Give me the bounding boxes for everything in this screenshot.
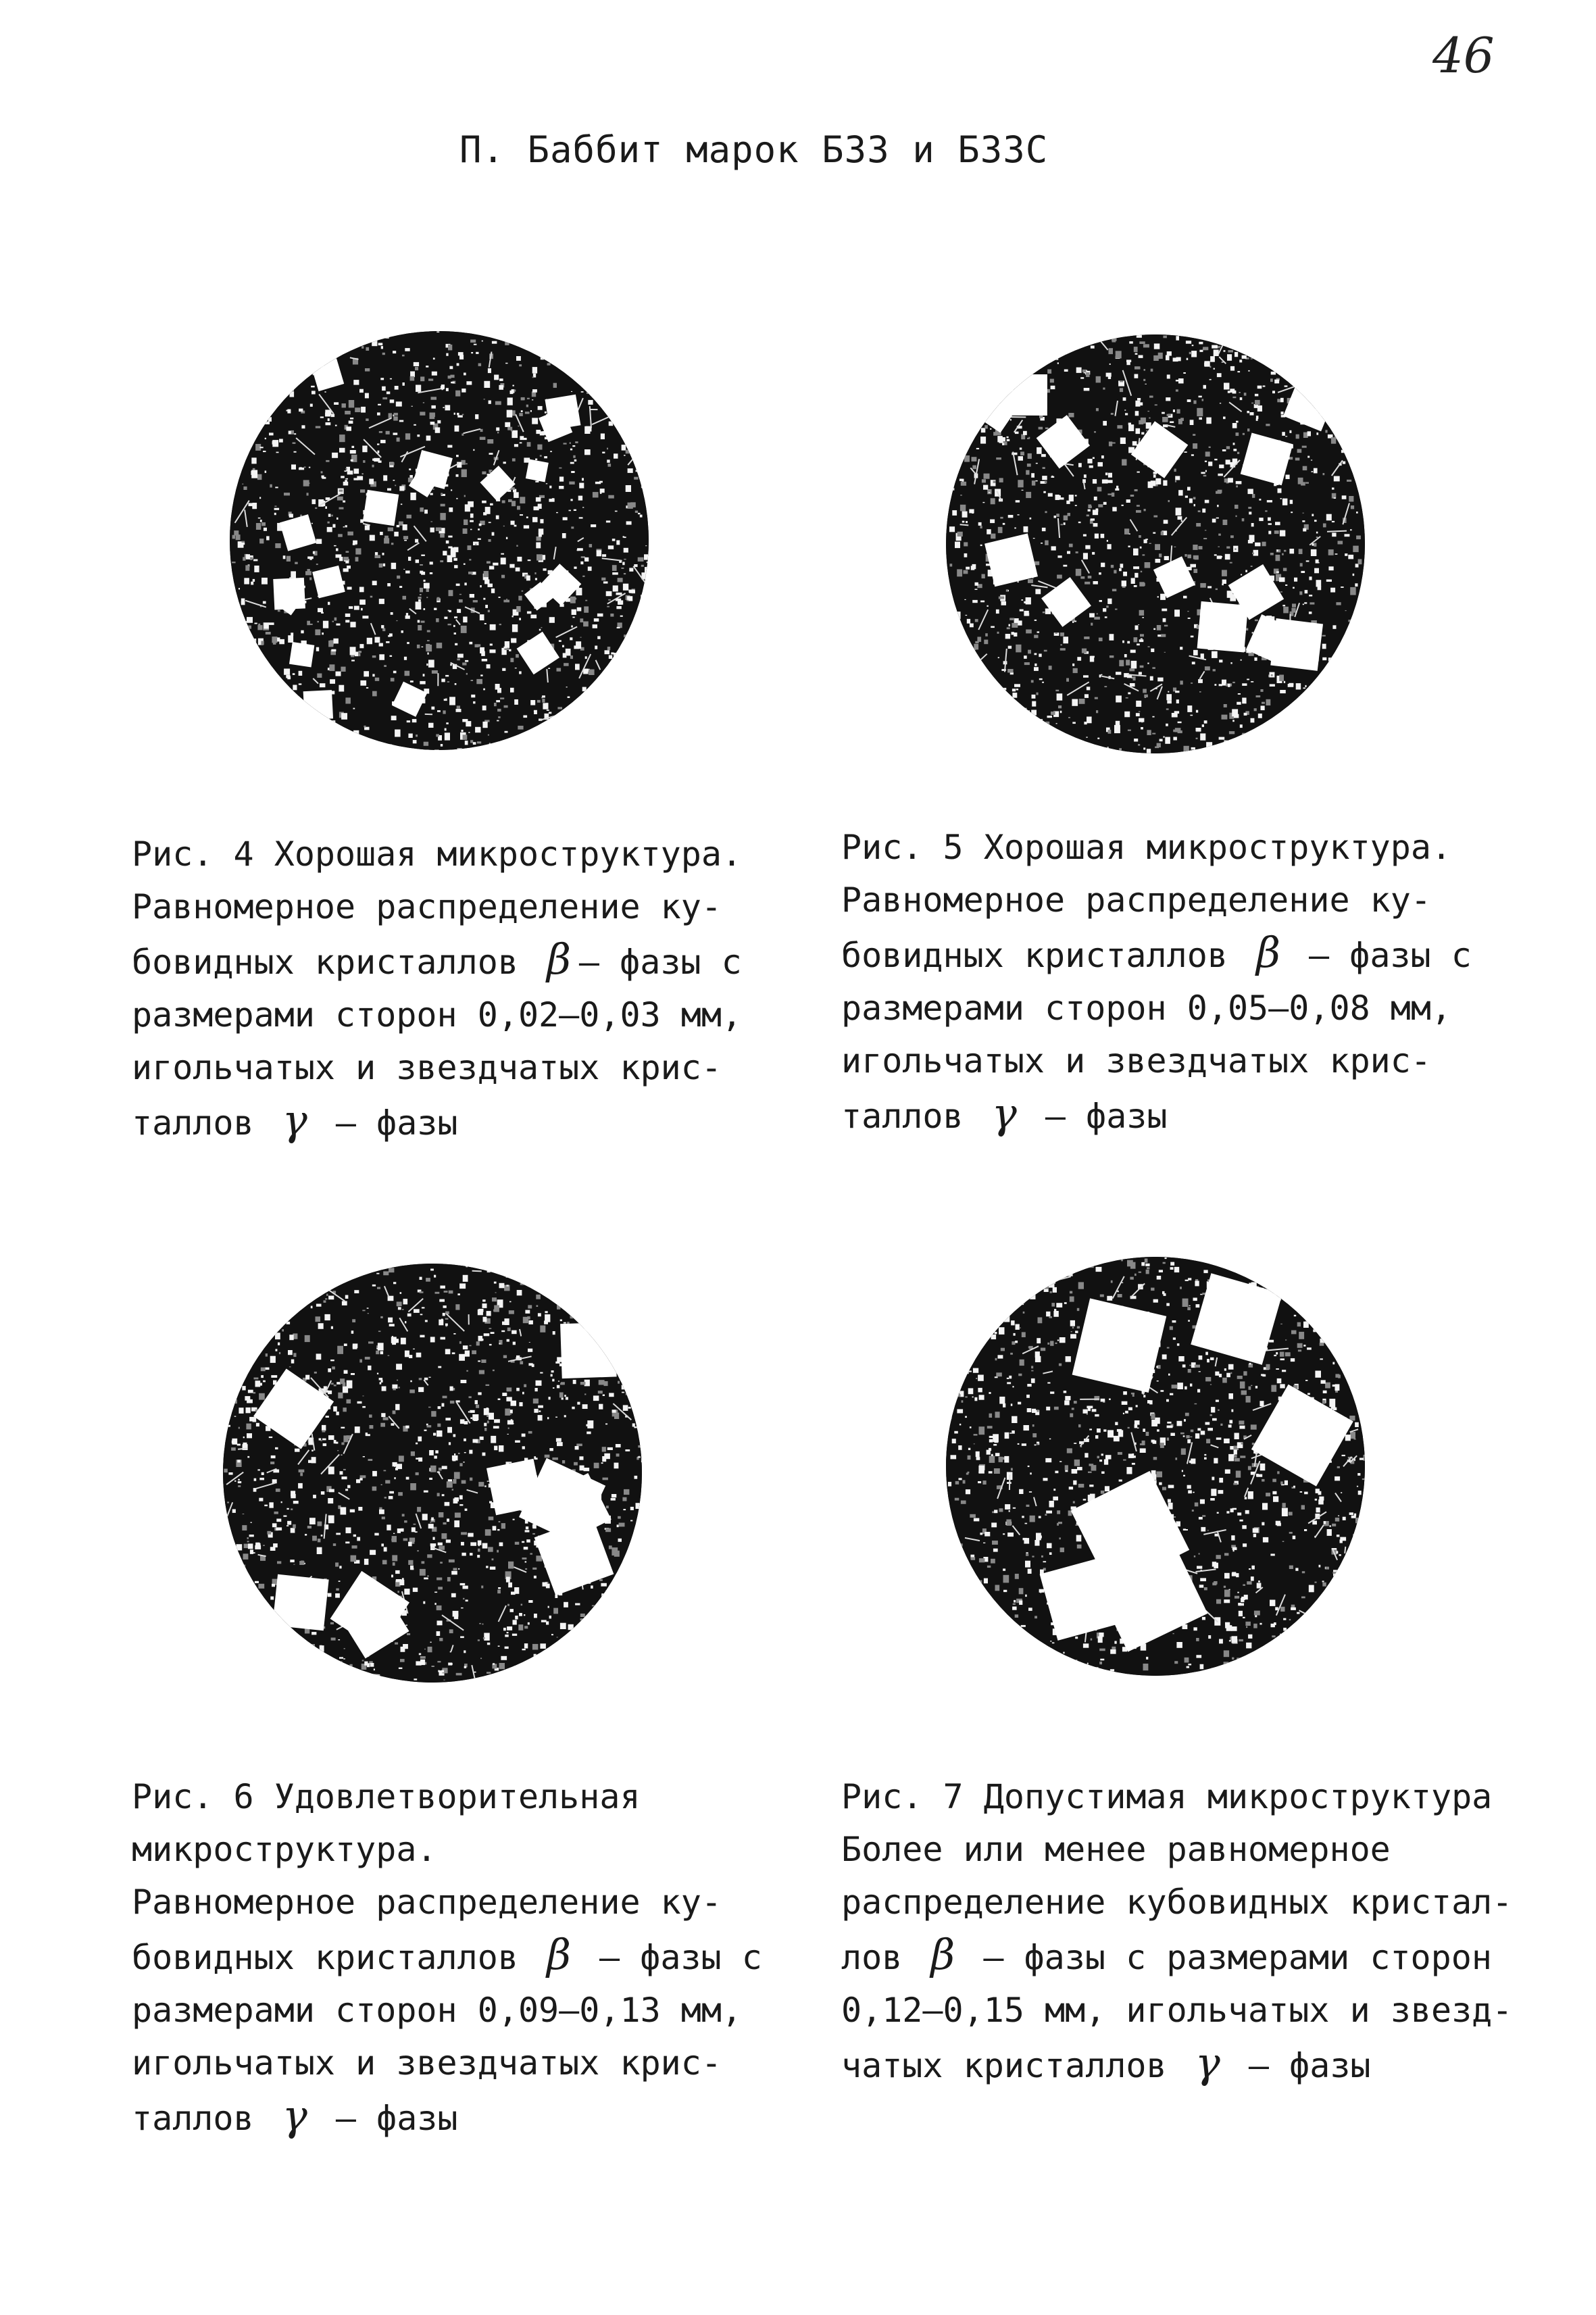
phase-symbol: β	[547, 1930, 571, 1979]
caption-line: Равномерное распределение ку-	[841, 880, 1431, 920]
caption-fig4	[132, 828, 848, 1149]
caption-line	[132, 2089, 848, 2145]
caption-line: Рис. 7 Допустимая микроструктура	[841, 1777, 1493, 1816]
caption-text: – фазы с	[1288, 936, 1472, 975]
caption-line	[132, 933, 848, 989]
phase-symbol: γ	[1195, 2038, 1220, 2087]
caption-line: игольчатых и звездчатых крис-	[132, 2043, 722, 2083]
caption-line: микроструктура.	[132, 1830, 437, 1869]
micrograph-texture	[223, 1264, 642, 1683]
caption-line: 0,12–0,15 мм, игольчатых и звезд-	[841, 1991, 1513, 2030]
caption-line: Равномерное распределение ку-	[132, 1883, 722, 1922]
caption-line	[841, 1928, 1557, 1984]
caption-text: таллов	[841, 1097, 984, 1136]
caption-text: таллов	[132, 1103, 274, 1143]
caption-line: игольчатых и звездчатых крис-	[841, 1041, 1431, 1080]
caption-text: – фазы	[1228, 2046, 1371, 2085]
caption-line	[841, 926, 1557, 982]
caption-text: – фазы	[315, 2099, 458, 2138]
caption-line	[132, 1928, 848, 1984]
caption-fig6	[132, 1770, 848, 2145]
caption-line: Рис. 6 Удовлетворительная	[132, 1777, 641, 1816]
caption-text: бовидных кристаллов	[841, 936, 1249, 975]
caption-line: Рис. 5 Хорошая микроструктура.	[841, 828, 1452, 867]
caption-text: бовидных кристаллов	[132, 943, 539, 982]
caption-text: – фазы с размерами сторон	[963, 1938, 1492, 1977]
caption-line: Рис. 4 Хорошая микроструктура.	[132, 835, 743, 874]
caption-line: размерами сторон 0,02–0,03 мм,	[132, 995, 743, 1035]
caption-fig5	[841, 821, 1557, 1143]
caption-text: – фазы с	[578, 1938, 762, 1977]
caption-text: таллов	[132, 2099, 274, 2138]
caption-text: – фазы	[315, 1103, 458, 1143]
caption-line: размерами сторон 0,09–0,13 мм,	[132, 1991, 743, 2030]
phase-symbol: β	[930, 1930, 955, 1979]
page-number: 46	[1432, 27, 1495, 84]
phase-symbol: β	[1256, 928, 1280, 977]
section-title: П. Баббит марок БЗЗ и БЗЗС	[459, 128, 1049, 171]
phase-symbol: β	[547, 935, 571, 984]
caption-fig7	[841, 1770, 1557, 2092]
micrograph-texture	[946, 1257, 1365, 1676]
micrograph-fig7	[946, 1257, 1365, 1676]
caption-line: размерами сторон 0,05–0,08 мм,	[841, 989, 1452, 1028]
caption-line: распределение кубовидных кристал-	[841, 1883, 1513, 1922]
micrograph-fig5	[946, 334, 1365, 753]
caption-line: игольчатых и звездчатых крис-	[132, 1048, 722, 1087]
micrograph-texture	[946, 334, 1365, 753]
phase-symbol: γ	[991, 1089, 1017, 1138]
phase-symbol: γ	[282, 2091, 307, 2140]
caption-line: Равномерное распределение ку-	[132, 887, 722, 926]
caption-line	[132, 1094, 848, 1149]
caption-line	[841, 2037, 1557, 2092]
caption-text: лов	[841, 1938, 923, 1977]
phase-symbol: γ	[282, 1095, 307, 1145]
micrograph-fig4	[230, 331, 649, 750]
caption-text: чатых кристаллов	[841, 2046, 1187, 2085]
caption-text: – фазы	[1024, 1097, 1168, 1136]
micrograph-texture	[230, 331, 649, 750]
caption-line: Более или менее равномерное	[841, 1830, 1391, 1869]
caption-line	[841, 1087, 1557, 1143]
caption-text: – фазы с	[578, 943, 742, 982]
micrograph-fig6	[223, 1264, 642, 1683]
caption-text: бовидных кристаллов	[132, 1938, 539, 1977]
